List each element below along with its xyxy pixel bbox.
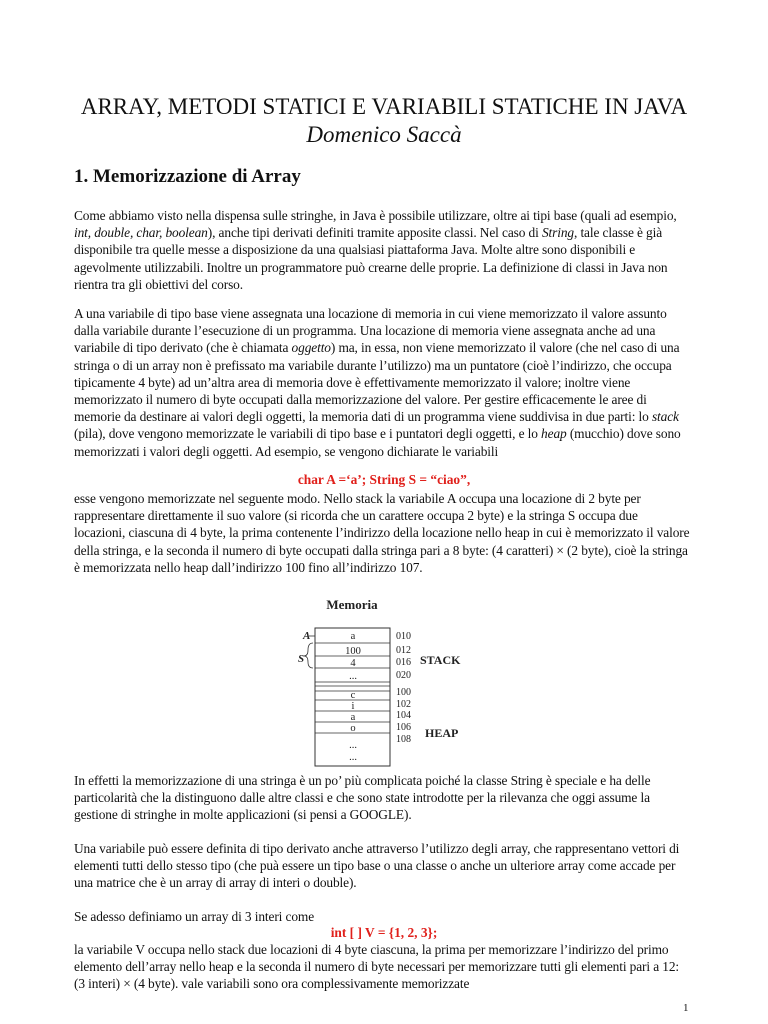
- memory-figure: [290, 592, 490, 767]
- cell-9: ...: [349, 752, 357, 763]
- code-example-int-array: int [ ] V = {1, 2, 3};: [330, 925, 438, 940]
- oggetto-italic: oggetto: [291, 340, 331, 356]
- paragraph-array-example: Se adesso definiamo un array di 3 interi come: [74, 909, 315, 924]
- heap-label: HEAP: [425, 726, 459, 740]
- title-main: ARRAY, METODI STATICI E VARIABILI STATICHE IN JAVA: [80, 94, 688, 119]
- paragraph-array-def: Una variabile può essere definita di tipo derivato anche attraverso l’utilizzo degli array, che rappresentano vettori di elementi tutti dello stesso tipo (che puà essere un tipo base o una classe o anche un ulteriore array come accade per una matrice che è un array di array di interi o double).: [74, 841, 680, 891]
- address-5: 102: [396, 699, 411, 710]
- base-types-italic: int, double, char, boolean: [74, 225, 208, 241]
- cell-2: 4: [350, 658, 356, 669]
- cell-8: ...: [349, 740, 357, 751]
- paragraph-intro: Come abbiamo visto nella dispensa sulle stringhe, in Java è possibile utilizzare, oltre ai tipi base (quali ad esempio, int, double, char, boolean), anche tipi derivati definiti tramite apposite classi. Nel caso di String, tale classe è già disponibile tra quelle messe a disposizione da una qualsiasi piattaforma Java. Molte altre sono disponibili e agevolmente utilizzabili. Inoltre un programmatore può crearne delle proprie. La definizione di classi in Java non rientra tra gli obiettivi del corso.: [74, 208, 677, 292]
- var-a-label: A: [303, 630, 311, 642]
- address-2: 016: [396, 657, 411, 668]
- address-6: 104: [396, 710, 411, 721]
- address-0: 010: [396, 631, 411, 642]
- cell-1: 100: [345, 646, 361, 657]
- paragraph-string-note: In effetti la memorizzazione di una stringa è un po’ più complicata poiché la classe String è speciale e ha delle particolarità che la distinguono dalle altre classi e che sono state introdotte per la rilevanza che oggi assume la gestione di stringhe in molte applicazioni (si pensi a GOOGLE).: [74, 773, 651, 823]
- heap-italic: heap: [541, 426, 567, 442]
- s-brace: [304, 643, 313, 668]
- figure-title: Memoria: [326, 597, 378, 612]
- stack-italic: stack: [651, 409, 679, 425]
- cell-5: i: [351, 701, 355, 712]
- title-author: Domenico Saccà: [306, 122, 462, 147]
- code-example-char-string: char A =‘a’; String S = “ciao”,: [297, 472, 471, 487]
- paragraph-memory: A una variabile di tipo base viene assegnata una locazione di memoria in cui viene memorizzato il valore assunto dalla variabile durante l’esecuzione di un programma. Una locazione di memoria viene assegnata anche ad una variabile di tipo derivato (che è chiamata oggetto) ma, in essa, non viene memorizzato il valore (che nel caso di una stringa o di un array non è prefissato ma variabile durante l’utilizzo) ma un puntatore (cioè l’indirizzo, che occupa tipicamente 4 byte) ad un’altra area di memoria dove è effettivamente memorizzato il valore; inoltre viene memorizzato il numero di byte occupati dalla memorizzazione del valore. Per gestire efficacemente le aree di memorie da destinare ai valori degli oggetti, la memoria dati di un programma viene suddivisa in due parti: lo stack (pila), dove vengono memorizzate le variabili di tipo base e i puntatori degli oggetti, e lo heap (mucchio) dove sono memorizzati i valori degli oggetti. Ad esempio, se vengono dichiarate le variabili: [74, 306, 681, 459]
- document-title: [0, 93, 768, 149]
- string-word-italic: String: [541, 225, 574, 241]
- page-number: 1: [683, 1002, 689, 1014]
- cell-3: ...: [349, 671, 357, 682]
- cell-6: a: [350, 712, 356, 723]
- cell-4: c: [350, 690, 356, 701]
- address-3: 020: [396, 670, 411, 681]
- stack-label: STACK: [420, 653, 461, 667]
- cell-0: a: [350, 631, 356, 642]
- paragraph-storage: esse vengono memorizzate nel seguente modo. Nello stack la variabile A occupa una locazione di 2 byte per rappresentare direttamente il suo valore (si ricorda che un carattere occupa 2 byte) e la stringa S occupa due locazioni, ciascuna di 4 byte, la prima contenente l’indirizzo della locazione nello heap in cui è memorizzato il valore della stringa, e la seconda il numero di byte occupati dalla stringa pari a 8 byte: (4 caratteri) × (2 byte), cioè la stringa è memorizzata nello heap dall’indirizzo 100 fino all’indirizzo 107.: [74, 491, 690, 575]
- var-s-label: S: [298, 653, 305, 665]
- paragraph-array-storage: la variabile V occupa nello stack due locazioni di 4 byte ciascuna, la prima per memorizzare l’indirizzo del primo elemento dell’array nello heap e la seconda il numero di byte necessari per memorizzare tutti gli elementi pari a 12: (3 interi) × (4 byte). vale variabili sono ora complessivamente memorizzate: [74, 942, 680, 992]
- cell-7: o: [350, 723, 356, 734]
- address-7: 106: [396, 722, 411, 733]
- section-heading: 1. Memorizzazione di Array: [74, 166, 301, 187]
- address-8: 108: [396, 734, 411, 745]
- address-4: 100: [396, 687, 411, 698]
- address-1: 012: [396, 645, 411, 656]
